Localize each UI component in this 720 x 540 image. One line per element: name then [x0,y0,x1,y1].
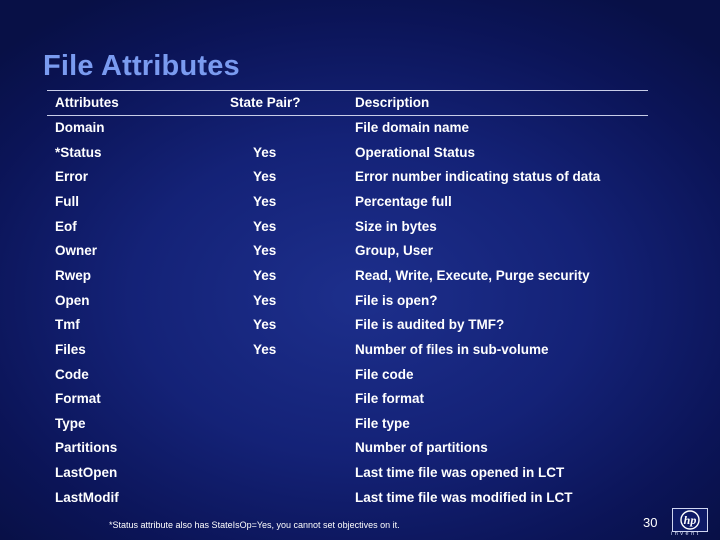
attribute-name: Domain [55,120,105,135]
table-row [0,293,720,317]
attribute-description: Number of partitions [355,440,488,456]
attribute-description: File code [355,366,414,382]
hp-logo [672,508,708,532]
table-row [0,120,720,144]
attribute-description: Read, Write, Execute, Purge security [355,267,590,283]
table-row [0,342,720,366]
table-row [0,169,720,193]
attribute-description: Error number indicating status of data [355,169,601,185]
table-row [0,317,720,341]
table-row [0,243,720,267]
logo-tagline: invent [671,531,701,537]
attribute-name: Files [55,341,86,357]
attribute-name: Type [55,415,86,431]
state-pair-value: Yes [253,267,277,283]
header-bottom-divider [47,115,648,116]
hp-logo-icon [673,509,707,531]
table-row [0,440,720,464]
attribute-description: Number of files in sub-volume [355,341,549,357]
attribute-name: Eof [55,218,77,234]
table-row [0,268,720,292]
column-header-state-pair: State Pair? [230,95,301,110]
state-pair-value: Yes [253,144,277,160]
state-pair-value: Yes [253,169,277,185]
column-header-description: Description [355,95,430,110]
attribute-name: Code [55,366,89,382]
attribute-name: Open [55,292,90,308]
attribute-name: Format [55,391,101,407]
attribute-description: File type [355,415,410,431]
attribute-name: Full [55,193,79,209]
state-pair-value: Yes [253,317,277,333]
attribute-description: Size in bytes [355,218,437,234]
table-row [0,416,720,440]
state-pair-value: Yes [253,193,277,209]
attribute-name: Tmf [55,317,80,333]
state-pair-value: Yes [253,292,277,308]
attribute-name: Owner [55,243,98,259]
table-row [0,194,720,218]
table-row [0,391,720,415]
table-row [0,367,720,391]
attribute-description: File is audited by TMF? [355,317,505,333]
state-pair-value: Yes [253,341,277,357]
logo-text: hp [683,513,697,527]
header-top-divider [47,90,648,91]
attribute-description: Percentage full [355,193,452,209]
attribute-name: LastOpen [55,465,118,481]
attribute-description: File format [355,391,425,407]
column-header-attributes: Attributes [55,95,119,110]
table-row [0,219,720,243]
attribute-name: LastModif [55,489,119,505]
table-row [0,465,720,489]
attribute-description: File is open? [355,292,438,308]
table-row [0,490,720,514]
attribute-description: Last time file was opened in LCT [355,465,565,481]
attribute-description: Last time file was modified in LCT [355,489,573,505]
attribute-name: Partitions [55,440,118,456]
page-number: 30 [643,515,658,530]
attribute-name: Error [55,169,89,185]
state-pair-value: Yes [253,243,277,259]
state-pair-value: Yes [253,218,277,234]
page-title: File Attributes [43,50,240,82]
attribute-name: Rwep [55,267,92,283]
table-row [0,145,720,169]
attribute-name: *Status [55,144,102,160]
attribute-description: Operational Status [355,144,476,160]
attribute-description: File domain name [355,120,470,135]
footnote: *Status attribute also has StateIsOp=Yes, you cannot set objectives on it. [109,520,400,530]
attribute-description: Group, User [355,243,434,259]
